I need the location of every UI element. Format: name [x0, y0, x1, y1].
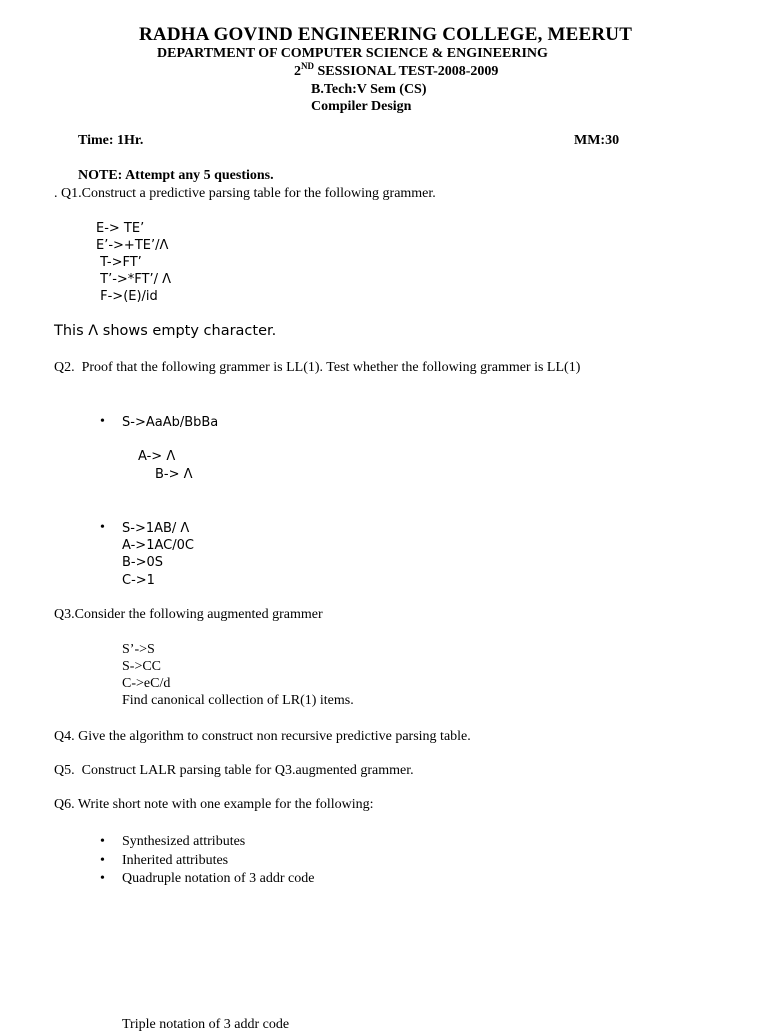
question-6: Q6. Write short note with one example for the following:	[54, 797, 374, 812]
q3-production: C->eC/d	[122, 676, 171, 691]
q2-grammar-a-start: S->AaAb/BbBa	[122, 415, 219, 430]
time-label: Time: 1Hr.	[78, 133, 144, 148]
test-title: 2ND SESSIONAL TEST-2008-2009	[294, 61, 499, 79]
q2-grammar-b-rule: C->1	[122, 573, 155, 588]
q1-production: F->(E)/id	[96, 289, 158, 304]
subject-name: Compiler Design	[311, 99, 412, 114]
q2-grammar-b-rule: B->0S	[122, 555, 164, 570]
course-name: B.Tech:V Sem (CS)	[311, 82, 427, 97]
q3-production: S->CC	[122, 659, 162, 674]
q6-item: Synthesized attributes	[122, 834, 246, 849]
bullet-icon: •	[100, 520, 105, 535]
bullet-icon: •	[100, 414, 105, 429]
q1-production: E-> TE’	[96, 221, 145, 236]
q3-production: S’->S	[122, 642, 155, 657]
q2-grammar-a-rule: A-> Λ	[138, 449, 176, 464]
q1-production: T’->*FT’/ Λ	[96, 272, 172, 287]
question-2: Q2. Proof that the following grammer is LL(1). Test whether the following grammer is LL(1)	[54, 360, 581, 375]
question-1: . Q1.Construct a predictive parsing table for the following grammer.	[54, 186, 436, 201]
bullet-icon: •	[100, 871, 105, 886]
bullet-icon: •	[100, 834, 105, 849]
q6-item: Quadruple notation of 3 addr code	[122, 871, 315, 886]
empty-character-note: This Λ shows empty character.	[54, 323, 277, 339]
college-name: RADHA GOVIND ENGINEERING COLLEGE, MEERUT	[139, 24, 633, 45]
q1-production: E’->+TE’/Λ	[96, 238, 169, 253]
q2-grammar-b-start: S->1AB/ Λ	[122, 521, 190, 536]
q6-item-partial: Triple notation of 3 addr code	[122, 1017, 290, 1032]
bullet-icon: •	[100, 853, 105, 868]
question-5: Q5. Construct LALR parsing table for Q3.augmented grammer.	[54, 763, 414, 778]
max-marks-label: MM:30	[574, 133, 620, 148]
q2-grammar-b-rule: A->1AC/0C	[122, 538, 194, 553]
question-3: Q3.Consider the following augmented grammer	[54, 607, 323, 622]
department-name: DEPARTMENT OF COMPUTER SCIENCE & ENGINEERING	[157, 46, 548, 61]
q3-task: Find canonical collection of LR(1) items.	[122, 693, 354, 708]
note-text: NOTE: Attempt any 5 questions.	[78, 168, 274, 183]
q6-item: Inherited attributes	[122, 853, 229, 868]
q2-grammar-a-rule: B-> Λ	[155, 467, 193, 482]
question-4: Q4. Give the algorithm to construct non recursive predictive parsing table.	[54, 729, 471, 744]
q1-production: T->FT’	[96, 255, 142, 270]
